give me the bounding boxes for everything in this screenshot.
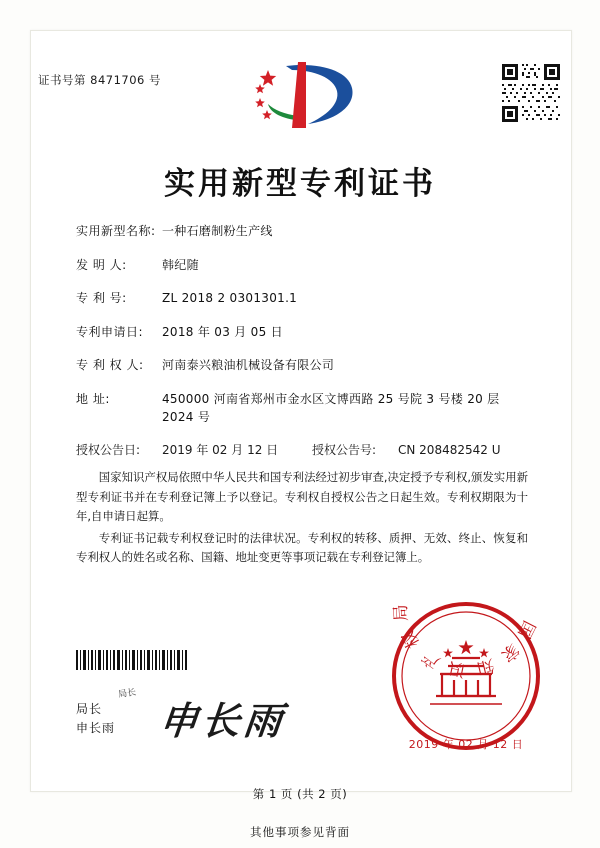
field-value: 一种石磨制粉生产线 — [162, 224, 273, 238]
legal-text — [76, 468, 528, 570]
legal-paragraph-1: 国家知识产权局依照中华人民共和国专利法经过初步审查,决定授予专利权,颁发实用新型专利证书并在专利登记簿上予以登记。专利权自授权公告之日起生效。专利权期限为十年,自申请日起算。 — [76, 470, 528, 524]
patent-fields — [76, 222, 526, 475]
field-label: 专利申请日: — [76, 324, 144, 339]
field-label: 专 利 号: — [76, 291, 127, 305]
field-label: 发 明 人: — [76, 257, 127, 272]
director-name: 申长雨 — [76, 720, 116, 735]
field-row-application-date — [76, 323, 526, 341]
field-row-inventor — [76, 256, 526, 274]
handwritten-signature: 申长雨 — [157, 698, 289, 743]
field-value: 河南泰兴粮油机械设备有限公司 — [162, 358, 335, 372]
field-row-patentee — [76, 356, 526, 374]
seal-date: 2019 年 02 月 12 日 — [408, 738, 524, 751]
field-label: 实用新型名称: — [76, 224, 156, 238]
field-value: 450000 河南省郑州市金水区文博西路 25 号院 3 号楼 20 层 2024 号 — [162, 391, 500, 424]
certificate-number: 证书号第 8471706 号 — [38, 73, 162, 87]
field-label-grant-date: 授权公告日: — [76, 443, 141, 457]
legal-paragraph-2: 专利证书记载专利权登记时的法律状况。专利权的转移、质押、无效、终止、恢复和专利权人的姓名或名称、国籍、地址变更等事项记载在专利登记簿上。 — [76, 530, 528, 565]
field-row-patent-number — [76, 289, 526, 307]
signature-small-mark: 局长 — [117, 687, 137, 701]
official-seal — [390, 600, 542, 752]
field-value-grant-number: CN 208482542 U — [398, 443, 501, 457]
field-row-grant-announcement — [76, 441, 526, 459]
qr-code-icon — [500, 62, 562, 124]
director-labels — [76, 700, 115, 737]
field-label-grant-number: 授权公告号: — [312, 443, 377, 457]
field-label: 地 址: — [76, 391, 110, 406]
field-label: 专 利 权 人: — [76, 358, 144, 372]
page-title: 实用新型专利证书 — [164, 166, 436, 202]
page-number: 第 1 页 (共 2 页) — [252, 787, 348, 801]
field-value-grant-date: 2019 年 02 月 12 日 — [162, 443, 279, 457]
cnipa-logo — [240, 58, 360, 130]
footer-note: 其他事项参见背面 — [250, 825, 350, 839]
field-row-utility-model-name — [76, 222, 526, 240]
barcode-icon — [76, 650, 188, 670]
field-value: 2018 年 03 月 05 日 — [162, 324, 283, 339]
field-row-address — [76, 390, 526, 426]
field-value: 韩纪随 — [162, 257, 199, 272]
svg-text:国家知识产权局: 国家知识产权局 — [390, 600, 539, 681]
director-title: 局长 — [76, 702, 103, 716]
field-value: ZL 2018 2 0301301.1 — [162, 291, 298, 305]
